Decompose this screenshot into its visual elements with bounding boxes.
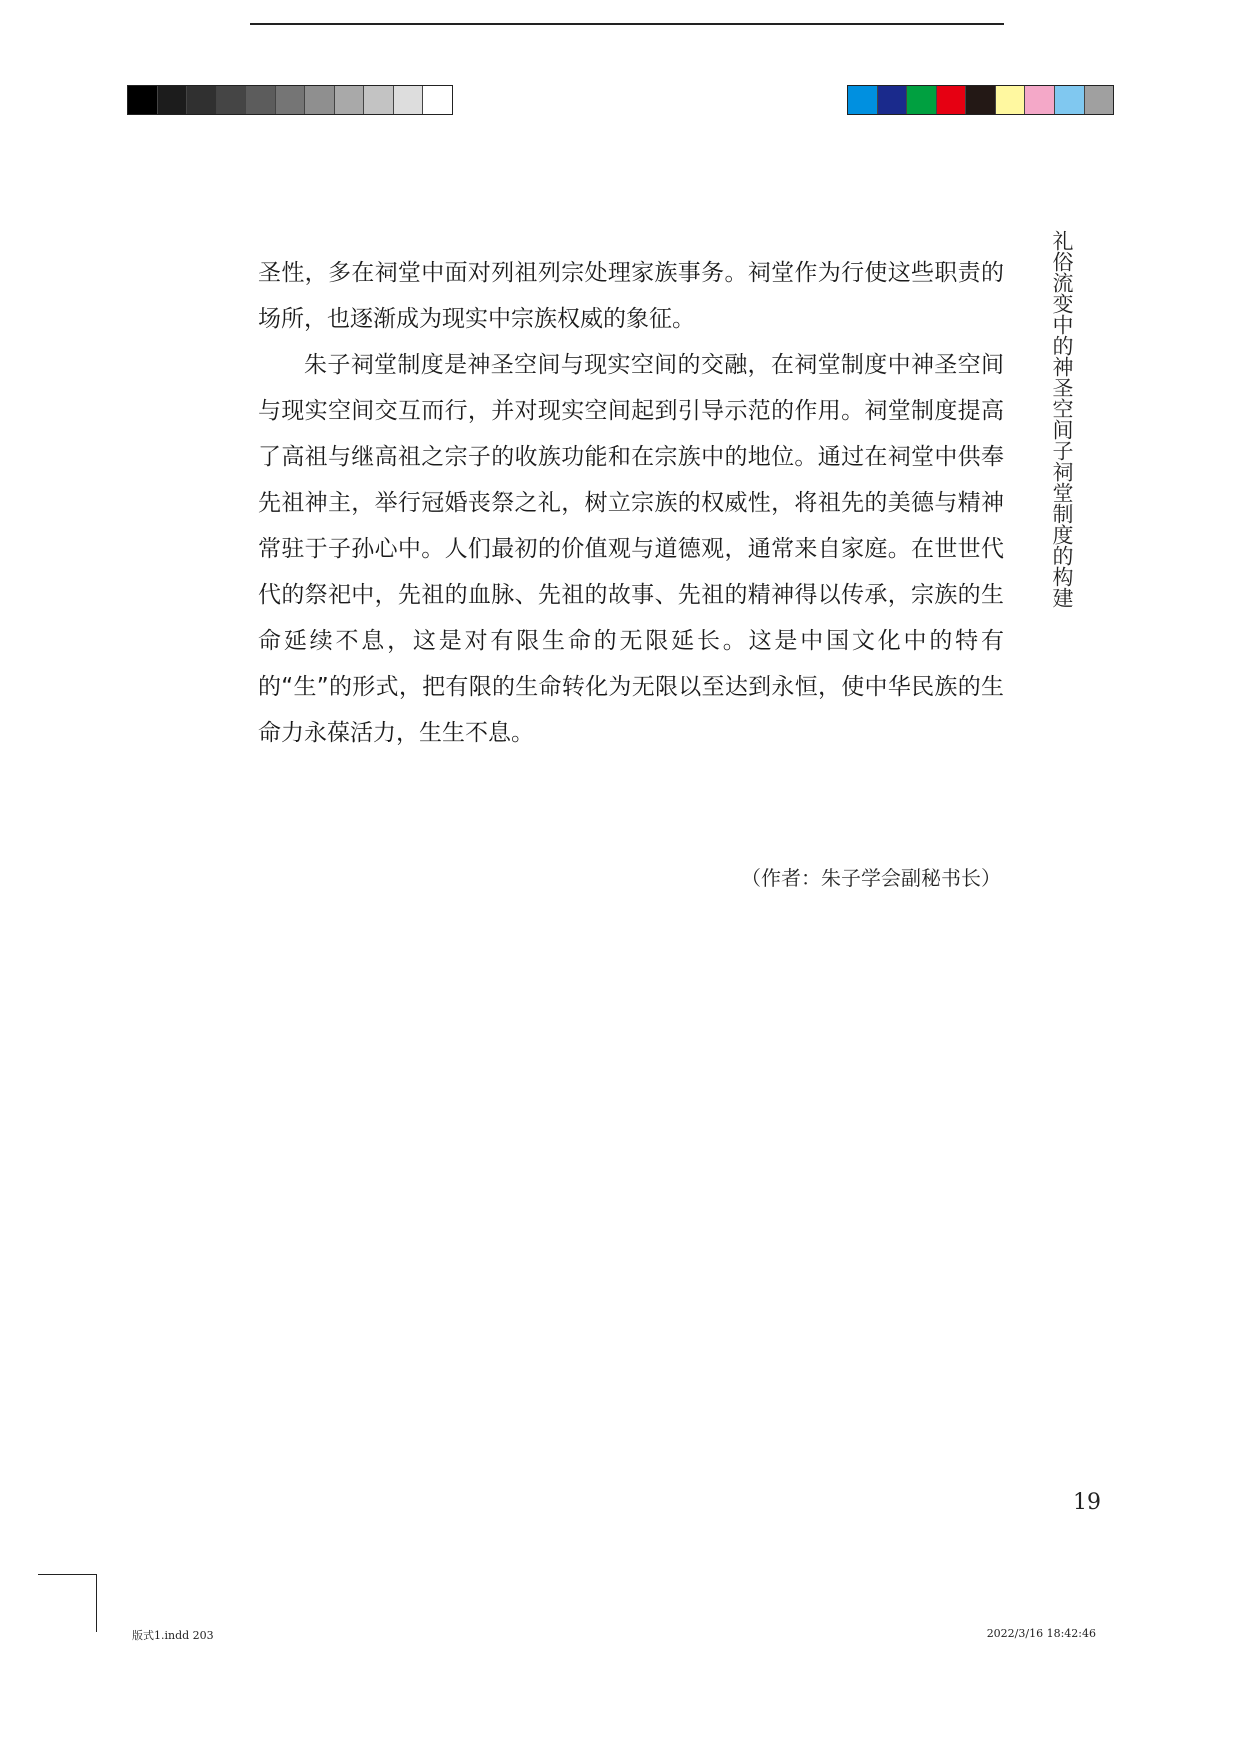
page-number: 19 xyxy=(1073,1490,1101,1515)
color-swatch xyxy=(1055,86,1085,114)
gray-swatch xyxy=(364,86,394,114)
color-swatch xyxy=(966,86,996,114)
color-swatch xyxy=(1085,86,1114,114)
gray-swatch xyxy=(394,86,424,114)
crop-mark xyxy=(38,1574,97,1575)
gray-swatch xyxy=(128,86,158,114)
gray-swatch xyxy=(276,86,306,114)
author-byline: （作者：朱子学会副秘书长） xyxy=(741,866,1001,890)
running-title: 礼俗流变中的神圣空间子祠堂制度的构建 xyxy=(1050,230,1074,608)
paragraph: 朱子祠堂制度是神圣空间与现实空间的交融，在祠堂制度中神圣空间与现实空间交互而行，并对现实空间起到引导示范的作用。祠堂制度提高了高祖与继高祖之宗子的收族功能和在宗族中的地位。通过在祠堂中供奉先祖神主，举行冠婚丧祭之礼，树立宗族的权威性，将祖先的美德与精神常驻于子孙心中。人们最初的价值观与道德观，通常来自家庭。在世世代代的祭祀中，先祖的血脉、先祖的故事、先祖的精神得以传承，宗族的生命延续不息，这是对有限生命的无限延长。这是中国文化中的特有的“生”的形式，把有限的生命转化为无限以至达到永恒，使中华民族的生命力永葆活力，生生不息。 xyxy=(258,352,1004,746)
color-swatch xyxy=(937,86,967,114)
body-text xyxy=(258,250,1004,756)
gray-swatch xyxy=(423,86,452,114)
color-swatch xyxy=(848,86,878,114)
color-swatch xyxy=(907,86,937,114)
paragraph: 圣性，多在祠堂中面对列祖列宗处理家族事务。祠堂作为行使这些职责的场所，也逐渐成为现实中宗族权威的象征。 xyxy=(258,260,1004,332)
gray-swatch xyxy=(158,86,188,114)
footer-timestamp: 2022/3/16 18:42:46 xyxy=(986,1627,1096,1640)
crop-mark xyxy=(96,1574,97,1632)
top-rule xyxy=(250,23,1004,25)
gray-swatch xyxy=(217,86,247,114)
color-swatch xyxy=(1025,86,1055,114)
gray-swatch xyxy=(305,86,335,114)
grayscale-registration-strip xyxy=(127,85,453,115)
footer-file-name: 版式1.indd 203 xyxy=(132,1629,214,1642)
color-swatch xyxy=(878,86,908,114)
gray-swatch xyxy=(335,86,365,114)
gray-swatch xyxy=(246,86,276,114)
color-swatch xyxy=(996,86,1026,114)
color-registration-strip xyxy=(847,85,1114,115)
gray-swatch xyxy=(187,86,217,114)
